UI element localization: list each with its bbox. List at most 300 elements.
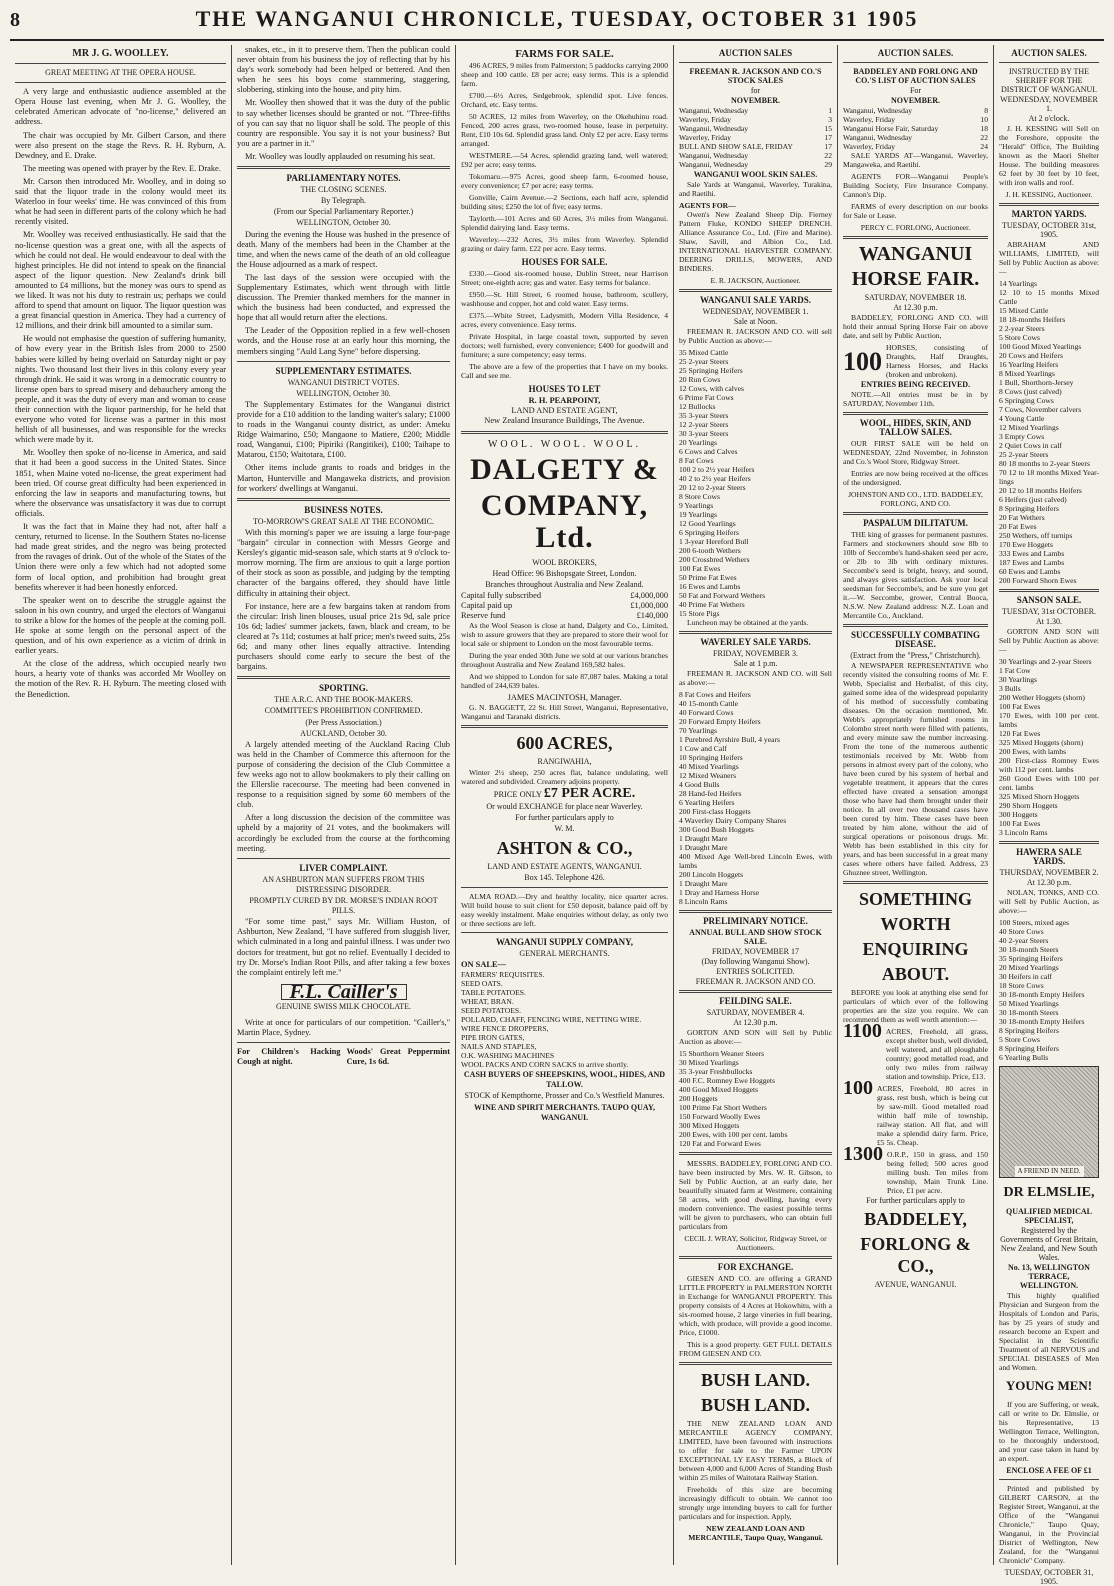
dalgety-branches: Branches throughout Australia and New Zealand. — [485, 579, 644, 589]
horse-count-text: HORSES, consisting of Draughts, Half Draughts, Harness Horses, and Hacks (broken and unbroken). — [886, 343, 988, 379]
stock-item: 200 Forward Shorn Ewes — [999, 576, 1077, 585]
stock-item: 12 Mixed Weaners — [679, 771, 737, 780]
sanson-intro: GORTON AND SON will Sell by Public Auction as above:— — [999, 627, 1099, 654]
stock-item: 70 12 to 18 months Mixed Year-lings — [999, 468, 1099, 486]
stock-item: 6 Prime Fat Cows — [679, 393, 734, 402]
paragraph: Mr. Carson then introduced Mr. Woolley, and in doing so said that the liquor trade in the colony would meet its Waterloo in four weeks' time. He was convinced of this from what he had seen in different parts of the colony which he had recently visited. — [15, 176, 226, 227]
yards1-heading: WANGANUI SALE YARDS. — [699, 295, 812, 305]
something-title-3: ENQUIRING — [862, 939, 969, 959]
property-text: ACRES, Freehold, 80 acres in grass, rest bush, which is being cut by saw-mill. Good metalled road within half mile of township, railway station. All flat, and will make a splendid dairy farm. Price, £5 5s. Cheap. — [877, 1084, 988, 1147]
something-title-4: ABOUT. — [881, 964, 950, 984]
property-acres: 1100 — [843, 1020, 882, 1042]
stock-item: 4 Waverley Dairy Company Shares — [679, 816, 787, 825]
sale-day: 8 — [984, 106, 988, 115]
sale-row — [679, 133, 832, 142]
stock-item: 100 Good Mixed Yearlings — [999, 342, 1082, 351]
paragraph: During the evening the House was hushed in the presence of death. Many of the members had been in the Chamber at the time, and when the news came of the death of an old colleague the House adjourned as a mark of respect. — [237, 229, 450, 269]
agents-for: AGENTS FOR— — [679, 201, 736, 210]
yards1-time: Sale at Noon. — [733, 317, 778, 326]
horse-fair-date: SATURDAY, NOVEMBER 18. — [864, 293, 967, 302]
sale-day: 22 — [824, 151, 832, 160]
stock-item: 6 Cows and Calves — [679, 447, 738, 456]
sale-place: Wanganui Horse Fair, Saturday — [843, 124, 939, 133]
stock-item: 6 Springing Heifers — [679, 528, 739, 537]
bfc-title: BADDELEY AND FORLONG AND CO.'S LIST OF AUCTION SALES — [853, 67, 978, 85]
listing: £330.—Good six-roomed house, Dublin Street, near Harrison Street; one-eighth acre; gas and water. Easy terms for balance. — [461, 269, 668, 288]
fjr-month: NOVEMBER. — [730, 96, 781, 105]
auction-heading: AUCTION SALES — [718, 48, 793, 58]
ashton-sub: LAND AND ESTATE AGENTS, WANGANUI. — [487, 861, 642, 871]
stock-item: 20 Mixed Yearlings — [999, 963, 1059, 972]
wool-sales-heading: WOOL, HIDES, SKIN, AND TALLOW SALES. — [859, 418, 972, 437]
sale-day: 1 — [828, 106, 832, 115]
sale-day: 18 — [980, 124, 988, 133]
dalgety-title-2: COMPANY, Ltd. — [480, 488, 649, 554]
stock-item: 333 Ewes and Lambs — [999, 549, 1065, 558]
stock-item: 1 Purebred Ayrshire Bull, 4 years — [679, 735, 780, 744]
paragraph: Mr. Woolley then spoke of no-license in America, and said that it had been a good success in the United States. Since 1851, when Maine voted no-license, the great experiment had been tried. Of course great difficulty had been experienced in enforcing the law in seaports and manufacturing towns, but where the observance was unsatisfactory it was due to corrupt officials. — [15, 448, 226, 518]
dalgety-title-1: DALGETY & — [470, 452, 659, 486]
feilding-intro: GORTON AND SON will Sell by Public Auction as above:— — [679, 1028, 832, 1046]
bfc-agents: AGENTS FOR—Wanganui People's Building Society, Fire Insurance Company. Cannon's Dip. — [843, 172, 988, 199]
stock-item: 7 Cows, November calvers — [999, 405, 1082, 414]
sanson-heading: SANSON SALE. — [1016, 595, 1082, 605]
yards1-date: WEDNESDAY, NOVEMBER 1. — [702, 307, 809, 316]
sheriff-text: INSTRUCTED BY THE SHERIFF FOR THE DISTRICT OF WANGANUI. — [1001, 67, 1097, 94]
stock-item: 1 3-year Hereford Bull — [679, 537, 749, 546]
stock-item: 200 Ewes, with lambs — [999, 747, 1067, 756]
kessing-signature: J. H. KESSING, Auctioneer. — [1005, 190, 1093, 199]
stock-item: 120 Fat and Forward Ewes — [679, 1139, 761, 1148]
stock-item: 1 Cow and Calf — [679, 744, 727, 753]
prelim-date: FRIDAY, NOVEMBER 17 — [712, 947, 799, 956]
wool-line: WOOL. WOOL. WOOL. — [487, 438, 642, 450]
supply-item: TABLE POTATOES. — [461, 988, 526, 998]
yards1-intro: FREEMAN R. JACKSON AND CO. will sell by Public Auction as above:— — [679, 327, 832, 345]
horse-fair-time: At 12.30 p.m. — [893, 303, 938, 312]
stock-item: 300 Good Bush Hoggets — [679, 825, 754, 834]
bfc-month: NOVEMBER. — [890, 96, 941, 105]
portrait-caption: A FRIEND IN NEED. — [1015, 1166, 1084, 1177]
page-number: 8 — [10, 9, 20, 31]
stock-item: 40 2 to 2½ year Heifers — [679, 474, 751, 483]
stock-item: 12 Mixed Yearlings — [999, 423, 1059, 432]
stock-item: 6 Yearling Heifers — [679, 798, 735, 807]
paragraph: Winter 2½ sheep, 250 acres flat, balance undulating, well watered and subdivided. Creamery adjoins property. — [461, 768, 668, 787]
young-men-heading: YOUNG MEN! — [1005, 1378, 1093, 1393]
stock-item: 325 Mixed Hoggets (shorn) — [999, 738, 1084, 747]
rangiwahia-place: RANGIWAHIA, — [537, 757, 592, 767]
stock-item: 16 Ewes and Lambs — [679, 582, 741, 591]
fjr-title: FREEMAN R. JACKSON AND CO.'S STOCK SALES — [689, 67, 822, 85]
prelim-text: ANNUAL BULL AND SHOW STOCK SALE. — [689, 928, 822, 946]
yards2-time: Sale at 1 p.m. — [733, 659, 778, 668]
stock-item: 80 18 months to 2-year Steers — [999, 459, 1090, 468]
stock-item: 19 Yearlings — [679, 510, 717, 519]
business-subhead: TO-MORROW'S GREAT SALE AT THE ECONOMIC. — [253, 516, 434, 526]
stock-item: 70 Yearlings — [679, 726, 717, 735]
stock-item: 30 18-month Steers — [999, 1008, 1059, 1017]
stock-item: 100 Prime Fat Short Wethers — [679, 1103, 767, 1112]
listing: Gonville, Cairn Avenue.—2 Sections, each half acre, splendid building sites; £250 the lot of five; easy terms. — [461, 193, 668, 212]
capital-value: £1,000,000 — [630, 601, 668, 611]
note: The above are a few of the properties that I have on my books. Call and see me. — [461, 362, 668, 381]
liver-heading: LIVER COMPLAINT. — [299, 862, 388, 873]
stock-item: 40 Prime Fat Wethers — [679, 600, 745, 609]
property-text: ACRES, Freehold, all grass, except shelter bush, well divided, well watered, and all ploughable country; good metalled road, and only two miles from railway station and township. Price, £13. — [885, 1027, 988, 1081]
houses-let: HOUSES TO LET — [528, 384, 601, 395]
stock-item: 290 Shorn Hoggets — [999, 801, 1058, 810]
hawera-heading: HAWERA SALE YARDS. — [1016, 847, 1082, 866]
stock-item: 120 Fat Ewes — [999, 729, 1041, 738]
sale-place: Waverley, Friday — [679, 133, 732, 142]
agents-list: Owen's New Zealand Sheep Dip. Fierney Pattern Fluke, KONDO SHEEP DRENCH. Alliance Assurance Co., Ltd. (Fire and Marine). Shaw, Savill, and Albion Co., Ltd. INTERNATIONAL HARVESTER COMPANY. DEERING DRILLS, MOWERS, AND BINDERS. — [679, 210, 832, 273]
stock-item: 20 Fat Wethers — [999, 513, 1045, 522]
fjr-for: for — [750, 86, 761, 95]
paragraph: Mr. Woolley was loudly applauded on resuming his seat. — [245, 151, 435, 161]
stock-item: 100 Fat Ewes — [999, 702, 1041, 711]
masthead — [10, 6, 1104, 41]
stock-item: 1 Draught Mare — [679, 834, 728, 843]
stock-item: 12 10 to 15 months Mixed Cattle — [999, 288, 1099, 306]
capital-row — [461, 591, 668, 601]
paragraph: He would not emphasise the question of suffering humanity, of how every year in the British Isles from 2000 to 2500 babies were killed by being overlaid on Saturday night or pay nights. Two thousand lost their lives in this colony every year through drink. He said it was wrong in a democratic country to license open bars to spread misery and debauchery among the people, and it was the duty of every man and woman to cease their connection with the liquor partnership, for he held that everyone who voted for license was a partner in this most hellish of all businesses, and was responsible for the wrecks which were made by it. — [15, 334, 226, 445]
sale-day: 10 — [980, 115, 988, 124]
doctor-portrait-image — [999, 1066, 1099, 1178]
supply-item: SEED OATS. — [461, 979, 503, 989]
prelim-heading: PRELIMINARY NOTICE. — [703, 916, 808, 926]
exchange-text: GIESEN AND CO. are offering a GRAND LITTLE PROPERTY in PALMERSTON NORTH in Exchange for WANGANUI PROPERTY. This property consists of 4 Acres at Hokowhitu, with a six-roomed house, 2 large vineries in full bearing, which, with produce, will provide a good income. Price, £1000. — [679, 1274, 832, 1337]
sale-row — [679, 106, 832, 115]
paragraph: The meeting was opened with prayer by the Rev. E. Drake. — [23, 163, 221, 173]
stock-item: 9 Yearlings — [679, 501, 714, 510]
prelim-day: (Day following Wanganui Show). — [701, 957, 810, 966]
stock-item: 200 First-class Romney Ewes with 112 per cent. lambs — [999, 756, 1099, 774]
capital-row — [461, 601, 668, 611]
yards2-intro: FREEMAN R. JACKSON AND CO. will Sell as above:— — [679, 669, 832, 687]
supply-item: WIRE FENCE DROPPERS, — [461, 1024, 549, 1034]
parliamentary-heading: PARLIAMENTARY NOTES. — [286, 173, 401, 184]
stock-item: 170 Ewe Hoggets — [999, 540, 1053, 549]
rangiwahia-exchange: Or would EXCHANGE for place near Waverley. — [486, 801, 643, 811]
sale-row — [679, 142, 832, 151]
enclose-fee: ENCLOSE A FEE OF £1 — [1006, 1466, 1092, 1475]
sanson-stock-list — [999, 657, 1099, 837]
property-1300 — [843, 1143, 988, 1195]
stock-item: 8 Lincoln Rams — [679, 897, 728, 906]
stock-item: 400 Good Mixed Hoggets — [679, 1085, 759, 1094]
supply-item: O.K. WASHING MACHINES — [461, 1051, 555, 1061]
disease-heading: SUCCESSFULLY COMBATING DISEASE. — [851, 630, 980, 649]
rangiwahia-price — [461, 786, 668, 802]
baddeley-title-2: FORLONG & CO., — [860, 1234, 971, 1276]
fjr-yards: Sale Yards at Wanganui, Waverley, Turakina, and Raetihi. — [679, 180, 832, 198]
sporting-subhead: COMMITTEE'S PROHIBITION CONFIRMED. — [264, 706, 423, 716]
baggett: G. N. BAGGETT, 22 St. Hill Street, Wanganui, Representative, Wanganui and Taranaki districts. — [461, 703, 668, 722]
bush-land-2: BUSH LAND. — [700, 1395, 811, 1415]
column-5 — [838, 45, 994, 1565]
stock-item: 30 18-month Steers — [999, 945, 1059, 954]
yards2-stock-list — [679, 690, 832, 906]
paragraph: ALMA ROAD.—Dry and healthy locality, nice quarter acres. Will build house to suit client for £50 deposit, balance paid off by easy weekly instalment. Make enquiries without delay, as only two or three sections are left. — [461, 891, 668, 928]
sale-place: Wanganui, Wednesday — [679, 124, 749, 133]
paragraph: A largely attended meeting of the Auckland Racing Club was held in the Chamber of Commerce this afternoon for the purpose of considering the decision of the Club Committee a few weeks ago not to allow bookmakers to ply their calling on the Ellerslie racecourse. The meeting had been convened in response to a requisition signed by some 60 members of the club. — [237, 739, 450, 810]
horse-note: NOTE.—All entries must be in by SATURDAY, November 11th. — [843, 390, 988, 408]
stock-item: 1 Bull, Shorthorn-Jersey — [999, 378, 1074, 387]
supply-cash: CASH BUYERS OF SHEEPSKINS, WOOL, HIDES, AND TALLOW. — [463, 1070, 666, 1090]
paragraph: The Supplementary Estimates for the Wanganui district provide for a £10 addition to the landing waiter's salary; £1000 to roads in the Wanganui county district, as under: Ameku Ridge Waimarino, £50; Mangaone to Matiere, £200; Middle road, Wanganui, £100; Pipiriki (Rangitikei), £100; Taihape to Matarou, £150; Waitotara, £100. — [237, 399, 450, 460]
stock-item: 1 Fat Cow — [999, 666, 1031, 675]
dalgety-sub: WOOL BROKERS, — [532, 557, 597, 567]
disease-text: A NEWSPAPER REPRESENTATIVE who recently visited the consulting rooms of Mr. F. Webb, Specialist and Herbalist, of this city, gained some idea of the widespread popularity of his method of successfully combating diseases. On the occasion mentioned, Mr. Webb's appropriately furnished rooms in Colombo street north were filled with patients, and every minute saw the number increasing. From the tone of the numerous authentic testimonials received by Mr. Webb from persons in almost every part of the colony, who have been cured by his system of herbal and vegetable treatment, it appears that the cures effected have created a sensation amongst those who have had them brought under their notice. In all over two thousand cases have been cured by him. These cases have been treated by him alone, without the aid of surgical operations or poisonous drugs. Mr. Webb has been established in this city for years, and has been successful in a great many cases where others have failed. Address, 23 Ghuznee street, Wellington. — [843, 661, 988, 877]
paragraph: The chair was occupied by Mr. Gilbert Carson, and there were also present on the stage the Revs. R. H. Ryburn, A. Dewdney, and E. Drake. — [15, 130, 226, 160]
stock-item: 400 F.C. Romney Ewe Hoggets — [679, 1076, 775, 1085]
cailler-tagline: GENUINE SWISS MILK CHOCOLATE. — [275, 1001, 412, 1011]
stock-item: 20 12 to 2-year Steers — [679, 483, 746, 492]
fjr-sale-list — [679, 106, 832, 169]
stock-item: 5 Store Cows — [999, 1035, 1040, 1044]
dateline: WELLINGTON, October 30. — [296, 388, 391, 398]
imprint-date: TUESDAY, OCTOBER 31, 1905. — [1004, 1568, 1094, 1586]
stock-item: 14 Yearlings — [999, 279, 1037, 288]
sale-day: 3 — [828, 115, 832, 124]
stock-item: 35 3-year Freshbullocks — [679, 1067, 753, 1076]
stock-item: 30 18-month Empty Heifers — [999, 1017, 1085, 1026]
stock-item: 40 Mixed Yearlings — [679, 762, 739, 771]
yards2-date: FRIDAY, NOVEMBER 3. — [713, 649, 798, 658]
stock-item: 170 Ewes, with 100 per cent. lambs — [999, 711, 1099, 729]
stock-item: 18 Store Cows — [999, 981, 1044, 990]
auction-heading: AUCTION SALES. — [877, 48, 954, 58]
supply-heading: WANGANUI SUPPLY COMPANY, — [495, 936, 634, 947]
stock-item: 20 Cows and Heifers — [999, 351, 1063, 360]
supplementary-subhead: WANGANUI DISTRICT VOTES. — [287, 377, 400, 387]
stock-item: 30 Yearlings — [999, 675, 1037, 684]
elmslie-name: DR ELMSLIE, — [1003, 1185, 1095, 1200]
stock-item: 1 Draught Mare — [679, 879, 728, 888]
before-text: BEFORE you look at anything else send for particulars of which ever of the following properties are the size you require. We can recommend them as well worth attention:— — [843, 988, 988, 1024]
bfc-signature: PERCY C. FORLONG, Auctioneer. — [860, 223, 971, 232]
stock-item: 60 Ewes and Lambs — [999, 567, 1061, 576]
capital-label: Reserve fund — [461, 611, 506, 621]
yards1-stock-list — [679, 348, 832, 618]
stock-item: 10 Springing Heifers — [679, 753, 743, 762]
price-value: £7 PER ACRE. — [543, 786, 636, 802]
listing: Taylorth.—101 Acres and 60 Acres, 3½ miles from Wanganui. Splendid dairying land. Easy terms. — [461, 214, 668, 233]
stock-item: 200 Crossbred Wethers — [679, 555, 750, 564]
capital-label: Capital fully subscribed — [461, 590, 542, 600]
sale-place: Wanganui, Wednesday — [843, 106, 913, 115]
rangiwahia-apply: For further particulars apply to — [515, 812, 614, 822]
byline: By Telegraph. — [320, 196, 367, 206]
sale-day: 24 — [980, 142, 988, 151]
stock-item: 2 2-year Steers — [999, 324, 1045, 333]
baddeley-title-1: BADDELEY, — [864, 1209, 967, 1229]
stock-item: 300 Hoggets — [999, 810, 1038, 819]
capital-value: £4,000,000 — [630, 590, 668, 600]
listing: £375.—White Street, Ladysmith, Modern Villa Residence, 4 acres, every convenience. Easy terms. — [461, 311, 668, 330]
wool-sales-text: OUR FIRST SALE will be held on WEDNESDAY, 22nd November, in Johnston and Co.'s Wool Store, Ridgway Street. — [843, 439, 988, 466]
sheriff-date: WEDNESDAY, NOVEMBER 1. — [1000, 95, 1098, 113]
stock-item: 30 3-year Steers — [679, 429, 729, 438]
wool-sales-text-2: Entries are now being received at the offices of the undersigned. — [843, 469, 988, 487]
stock-item: 28 Hand-fed Heifers — [679, 789, 742, 798]
sale-place: Wanganui, Wednesday — [843, 133, 913, 142]
rangiwahia-wm: W. M. — [554, 823, 575, 833]
property-text: O.R.P., 150 in grass, and 150 being felled; 500 acres good milling bush. Ten miles from township, Main Trunk Line. Price, £1 per acre. — [887, 1150, 988, 1195]
footer-ad-right: Woods' Great Peppermint Cure, 1s 6d. — [346, 1047, 450, 1067]
stock-item: 6 Heifers (just calved) — [999, 495, 1067, 504]
stock-item: 40 2-year Steers — [999, 936, 1049, 945]
stock-item: 8 Fat Cows — [679, 456, 714, 465]
stock-item: 100 Fat Ewes — [999, 819, 1041, 828]
marton-date: TUESDAY, OCTOBER 31st, 1905. — [1001, 221, 1097, 239]
stock-item: 30 Mixed Yearlings — [679, 1058, 739, 1067]
article-heading-woolley: MR J. G. WOOLLEY. — [72, 48, 169, 59]
supply-item: NAILS AND STAPLES, — [461, 1042, 537, 1052]
stock-item: 12 Cows, with calves — [679, 384, 744, 393]
sale-day: 17 — [824, 142, 832, 151]
prelim-entries: ENTRIES SOLICITED. — [716, 967, 795, 976]
ashton-box: Box 145. Telephone 426. — [524, 872, 605, 882]
stock-item: 200 Hoggets — [679, 1094, 718, 1103]
bush-signature: NEW ZEALAND LOAN AND MERCANTILE, Taupo Quay, Wanganui. — [688, 1524, 823, 1542]
stock-item: 18 18-months Heifers — [999, 315, 1066, 324]
feilding-date: SATURDAY, NOVEMBER 4. — [706, 1008, 805, 1017]
exchange-heading: FOR EXCHANGE. — [717, 1262, 794, 1272]
yards2-heading: WAVERLEY SALE YARDS. — [700, 637, 811, 647]
sale-row — [843, 106, 988, 115]
newspaper-title: THE WANGANUI CHRONICLE, TUESDAY, OCTOBER 31 1905 — [195, 6, 919, 31]
stock-item: 200 First-class Hoggets — [679, 807, 751, 816]
stock-item: 12 Bullocks — [679, 402, 716, 411]
listing: WESTMERE.—54 Acres, splendid grazing land, well watered; £92 per acre; easy terms. — [461, 151, 668, 170]
stock-item: 16 Yearling Heifers — [999, 360, 1059, 369]
bfc-for: For — [909, 86, 922, 95]
supply-on-sale: ON SALE— — [461, 960, 506, 970]
paspalum-heading: PASPALUM DILITATUM. — [863, 518, 968, 528]
supply-item: WOOL PACKS AND CORN SACKS to arrive shortly. — [461, 1060, 629, 1070]
bush-text-2: Freeholds of this size are becoming increasingly difficult to obtain. We cannot too strongly urge intending buyers to call for further particulars and for inspection. Apply, — [679, 1485, 832, 1521]
stock-item: 12 2-year Steers — [679, 420, 729, 429]
capital-label: Capital paid up — [461, 601, 513, 611]
sporting-heading: SPORTING. — [319, 683, 368, 694]
stock-item: 200 Lincoln Hoggets — [679, 870, 744, 879]
feilding-time: At 12.30 p.m. — [733, 1018, 778, 1027]
listing: £700.—6½ Acres, Sedgebrook, splendid spot. Live fences. Orchard, etc. Easy terms. — [461, 91, 668, 110]
business-heading: BUSINESS NOTES. — [304, 504, 383, 515]
horse-fair-text: BADDELEY, FORLONG AND CO. will hold their annual Spring Horse Fair on above date, and sell by Public Auction, — [843, 313, 988, 340]
sanson-date: TUESDAY, 31st OCTOBER. — [1001, 607, 1097, 616]
something-title-2: WORTH — [880, 914, 951, 934]
dateline: AUCKLAND, October 30. — [300, 728, 387, 738]
horse-fair-title-2: HORSE FAIR. — [851, 268, 980, 290]
sale-row — [679, 115, 832, 124]
stock-item: 3 Empty Cows — [999, 432, 1045, 441]
disease-source: (Extract from the "Press," Christchurch). — [850, 651, 981, 660]
paragraph: Mr. Woolley then showed that it was the duty of the public to say whether licenses should be granted or not. "Three-fifths of you can say that no liquor shall be sold. The people of this country are responsible. You say it is not your business? But you are a partner in it." — [237, 98, 450, 148]
baddeley-address: AVENUE, WANGANUI. — [874, 1280, 957, 1289]
stock-item: 8 Mixed Yearlings — [999, 369, 1055, 378]
messrs-notice: MESSRS. BADDELEY, FORLONG AND CO. have been instructed by Mrs. W. R. Gibson, to Sell by Public Auction, at an early date, her beautifully situated farm at Westmere, containing 58 acres, with good dwelling, having every modern convenience. The easiest possible terms will be given to purchasers, who can obtain full particulars from — [679, 1159, 832, 1231]
sale-place: Waverley, Friday — [843, 115, 896, 124]
property-100 — [843, 1077, 988, 1147]
stock-item: 200 6-tooth Wethers — [679, 546, 741, 555]
stock-item: 25 2-year Steers — [679, 357, 729, 366]
paragraph: It was the fact that in Maine they had not, after half a century, returned to license. In the Southern States no-license had made great strides, and the negro was being protected from the ravages of drink. Out of the whole of the States of the Union there were only a few which had not adopted some form of local option, and prohibition had brought great benefits wherever it had been honestly enforced. — [15, 522, 226, 592]
feilding-stock-list — [679, 1049, 832, 1148]
stock-item: 200 Ewes, with 100 per cent. lambs — [679, 1130, 788, 1139]
stock-item: 35 Springing Heifers — [999, 954, 1063, 963]
supply-items — [461, 970, 668, 1069]
houses-heading: HOUSES FOR SALE. — [521, 257, 608, 268]
column-2 — [232, 45, 456, 1565]
stock-item: 20 12 to 18 months Heifers — [999, 486, 1082, 495]
byline: (Per Press Association.) — [305, 717, 382, 727]
column-3 — [456, 45, 674, 1565]
stock-item: 40 Forward Cows — [679, 708, 734, 717]
hawera-date: THURSDAY, NOVEMBER 2. — [999, 868, 1099, 877]
sale-row — [843, 142, 988, 151]
dateline: WELLINGTON, October 30. — [296, 218, 391, 228]
stock-item: 260 Good Ewes with 100 per cent. lambs — [999, 774, 1099, 792]
stock-item: 2 Quiet Cows in calf — [999, 441, 1062, 450]
stock-item: 15 Store Pigs — [679, 609, 720, 618]
stock-item: 50 Prime Fat Ewes — [679, 573, 737, 582]
supply-item: SEED POTATOES. — [461, 1006, 522, 1016]
stock-item: 20 Forward Empty Heifers — [679, 717, 761, 726]
sale-row — [679, 151, 832, 160]
stock-item: 20 Fat Ewes — [999, 522, 1037, 531]
capital-table — [461, 591, 668, 621]
sale-place: Wanganui, Wednesday — [679, 160, 749, 169]
liver-subhead: PROMPTLY CURED BY DR. MORSE'S INDIAN ROOT PILLS. — [249, 896, 438, 916]
stock-item: 100 Fat Ewes — [679, 564, 721, 573]
sporting-subhead: THE A.R.C. AND THE BOOK-MAKERS. — [274, 695, 413, 705]
stock-item: 8 Springing Heifers — [999, 1044, 1059, 1053]
sale-day: 29 — [824, 160, 832, 169]
paragraph: With this morning's paper we are issuing a large four-page "bargain" circular in connection with Messrs George and Kersley's gigantic mid-season sale, which starts at 9 o'clock to-morrow morning. The firm are anxious to quit a large portion of their stock as soon as possible, and judging by the tempting character of the bargains offered, they should have little difficulty in attaining their object. — [237, 527, 450, 598]
stock-item: 300 Mixed Hoggets — [679, 1121, 740, 1130]
dalgety-signature: JAMES MACINTOSH, Manager. — [507, 693, 622, 703]
stock-item: 8 Springing Heifers — [999, 1026, 1059, 1035]
stock-item: 20 Yearlings — [679, 438, 717, 447]
liver-subhead: AN ASHBURTON MAN SUFFERS FROM THIS DISTRESSING DISORDER. — [262, 874, 425, 894]
supply-agents: STOCK of Kempthorne, Prosser and Co.'s Westfield Manures. — [464, 1091, 665, 1101]
supply-footer: WINE AND SPIRIT MERCHANTS. TAUPO QUAY, WANGANUI. — [474, 1102, 655, 1122]
paragraph: snakes, etc., in it to preserve them. Then the publican could never obtain from his business the joy of reflecting that by his day's work somebody had been helped or bettered. And then when he sees his boys come stammering, staggering, slobbering, stinking into the house, and pity him. — [237, 45, 450, 95]
stock-item: 30 Yearlings and 2-year Steers — [999, 657, 1092, 666]
horse-entries: ENTRIES BEING RECEIVED. — [860, 380, 971, 389]
column-6 — [994, 45, 1104, 1586]
sale-row — [843, 124, 988, 133]
something-title-1: SOMETHING — [858, 889, 973, 909]
horse-fair-title-1: WANGANUI — [858, 243, 973, 265]
listing: £950.—St. Hill Street, 6 roomed house, bathroom, scullery, washhouse and copper, hot and cold water. Easy terms. — [461, 290, 668, 309]
feilding-heading: FEILDING SALE. — [719, 996, 792, 1006]
elmslie-address: No. 13, WELLINGTON TERRACE, WELLINGTON. — [1008, 1263, 1090, 1290]
stock-item: 50 Mixed Yearlings — [999, 999, 1059, 1008]
wool-sales-signature: JOHNSTON AND CO., LTD. BADDELEY, FORLONG, AND CO. — [848, 490, 983, 508]
stock-item: 8 Springing Heifers — [999, 504, 1059, 513]
stock-item: 40 Store Cows — [999, 927, 1044, 936]
sale-row — [679, 124, 832, 133]
stock-item: 12 Good Yearlings — [679, 519, 736, 528]
listing: Waverley.—232 Acres, 3½ miles from Waverley. Splendid grazing or dairy farm. £22 per acre. Easy terms. — [461, 235, 668, 254]
paragraph: For instance, here are a few bargains taken at random from the circular: Irish linen blouses, usual price 21s 9d, sale price 10s 6d; ladies' summer jackets, fawn, black and cream, to be cleared at 7s 11d; costumes at half price; men's tweed suits, 25s 6d; and many other lines equally attractive. Intending purchasers should come early to secure the best of the bargains. — [237, 601, 450, 672]
prelim-signature: FREEMAN R. JACKSON AND CO. — [695, 977, 816, 986]
paragraph: Write at once for particulars of our competition. "Cailler's," Martin Place, Sydney. — [237, 1017, 450, 1038]
